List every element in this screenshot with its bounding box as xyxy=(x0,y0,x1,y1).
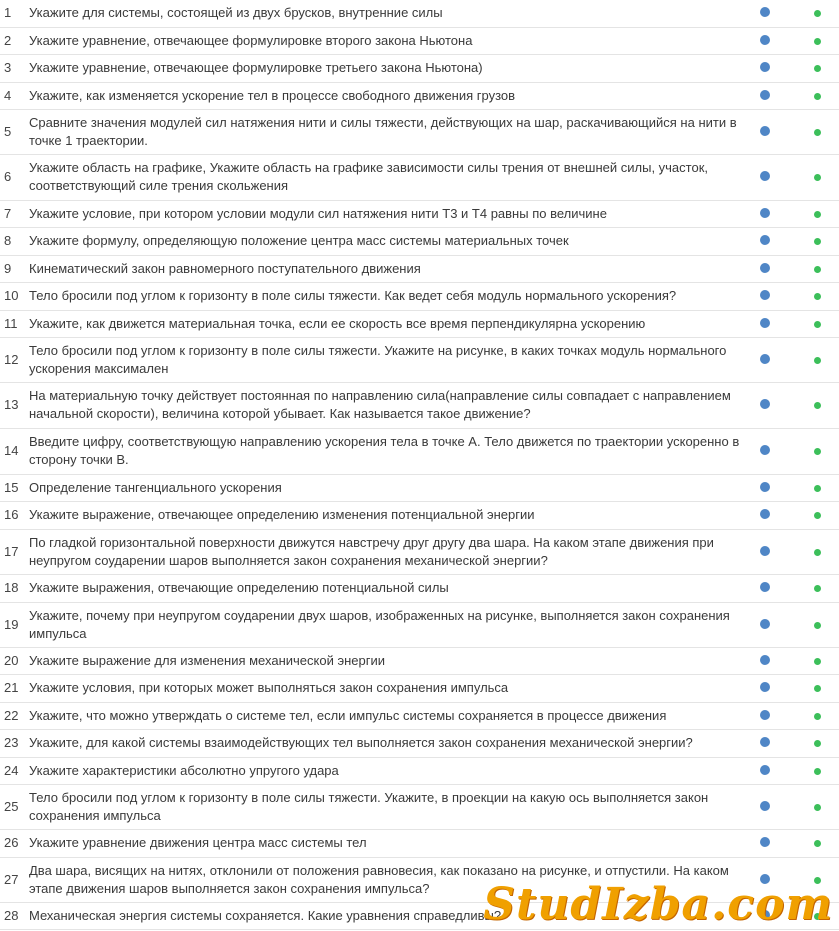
blue-dot-icon xyxy=(760,710,770,720)
row-number: 3 xyxy=(4,60,12,75)
green-dot-icon xyxy=(814,321,821,328)
status-cell-blue xyxy=(754,337,806,382)
blue-dot-icon xyxy=(760,263,770,273)
blue-dot-icon xyxy=(760,35,770,45)
status-cell-blue xyxy=(754,757,806,784)
blue-dot-icon xyxy=(760,235,770,245)
row-number: 22 xyxy=(4,707,19,723)
row-number: 28 xyxy=(4,907,19,923)
status-cell-blue xyxy=(754,574,806,602)
green-dot-icon xyxy=(814,740,821,747)
blue-dot-icon xyxy=(760,290,770,300)
status-cell-green xyxy=(806,729,839,757)
status-cell-blue xyxy=(754,109,806,154)
table-row xyxy=(0,337,839,382)
table-row xyxy=(0,501,839,529)
status-cell-green xyxy=(806,282,839,310)
table-row xyxy=(0,428,839,474)
status-cell-green xyxy=(806,27,839,54)
status-cell-green xyxy=(806,784,839,829)
table-row xyxy=(0,647,839,674)
green-dot-icon xyxy=(814,10,821,17)
status-cell-green xyxy=(806,310,839,337)
status-cell-green xyxy=(806,602,839,647)
question-link[interactable]: Укажите, как изменяется ускорение тел в процессе свободного движения грузов xyxy=(29,87,516,103)
status-cell-green xyxy=(806,474,839,501)
table-row xyxy=(0,227,839,255)
status-cell-blue xyxy=(754,54,806,82)
status-cell-green xyxy=(806,647,839,674)
row-number: 14 xyxy=(4,443,19,458)
status-cell-blue xyxy=(754,428,806,474)
row-number: 7 xyxy=(4,205,12,221)
status-cell-blue xyxy=(754,784,806,829)
status-cell-green xyxy=(806,501,839,529)
row-number: 26 xyxy=(4,835,19,850)
question-link[interactable]: Укажите условия, при которых может выполняться закон сохранения импульса xyxy=(29,680,509,695)
status-cell-green xyxy=(806,674,839,702)
question-link[interactable]: Укажите область на графике, Укажите область на графике зависимости силы трения от внешней силы, участок, соответствующий силе трения скольжения xyxy=(29,160,709,193)
row-number: 18 xyxy=(4,580,19,595)
status-cell-green xyxy=(806,82,839,109)
green-dot-icon xyxy=(814,622,821,629)
status-cell-green xyxy=(806,529,839,574)
table-row xyxy=(0,0,839,27)
table-row xyxy=(0,757,839,784)
status-cell-blue xyxy=(754,27,806,54)
question-link[interactable]: Механическая энергия системы сохраняется. Какие уравнения справедливы? xyxy=(29,907,502,923)
question-link[interactable]: Определение тангенциального ускорения xyxy=(29,479,282,495)
green-dot-icon xyxy=(814,485,821,492)
table-row xyxy=(0,109,839,154)
green-dot-icon xyxy=(814,585,821,592)
status-cell-blue xyxy=(754,282,806,310)
status-cell-green xyxy=(806,702,839,729)
blue-dot-icon xyxy=(760,619,770,629)
green-dot-icon xyxy=(814,713,821,720)
blue-dot-icon xyxy=(760,354,770,364)
table-row xyxy=(0,282,839,310)
status-cell-blue xyxy=(754,382,806,428)
status-cell-green xyxy=(806,829,839,857)
status-cell-blue xyxy=(754,529,806,574)
status-cell-blue xyxy=(754,501,806,529)
green-dot-icon xyxy=(814,65,821,72)
studizba-watermark-logo: StudIzba.com xyxy=(483,879,833,930)
green-dot-icon xyxy=(814,129,821,136)
row-number: 8 xyxy=(4,233,12,248)
row-number: 17 xyxy=(4,543,19,559)
status-cell-blue xyxy=(754,702,806,729)
status-cell-green xyxy=(806,154,839,200)
question-link[interactable]: Укажите выражения, отвечающие определению потенциальной силы xyxy=(29,580,449,595)
question-link[interactable]: Тело бросили под углом к горизонту в поле силы тяжести. Как ведет себя модуль нормального ускорения? xyxy=(29,288,677,303)
green-dot-icon xyxy=(814,512,821,519)
table-row xyxy=(0,82,839,109)
table-row xyxy=(0,829,839,857)
green-dot-icon xyxy=(814,211,821,218)
table-row xyxy=(0,784,839,829)
row-number: 2 xyxy=(4,32,12,48)
row-number: 5 xyxy=(4,123,12,139)
table-row xyxy=(0,674,839,702)
question-link[interactable]: По гладкой горизонтальной поверхности движутся навстречу друг другу два шара. На каком этапе движения при неупругом соударении шаров выполняется закон сохранения механической энергии? xyxy=(29,534,714,568)
table-row xyxy=(0,529,839,574)
status-cell-green xyxy=(806,109,839,154)
status-cell-blue xyxy=(754,255,806,282)
question-link[interactable]: Укажите условие, при котором условии модули сил натяжения нити Т3 и Т4 равны по величине xyxy=(29,205,607,221)
row-number: 12 xyxy=(4,351,19,367)
question-link[interactable]: Тело бросили под углом к горизонту в поле силы тяжести. Укажите на рисунке, в каких точках модуль нормального ускорения максимален xyxy=(29,342,727,376)
status-cell-blue xyxy=(754,674,806,702)
status-cell-blue xyxy=(754,729,806,757)
table-row xyxy=(0,27,839,54)
green-dot-icon xyxy=(814,238,821,245)
blue-dot-icon xyxy=(760,62,770,72)
table-row xyxy=(0,255,839,282)
row-number: 1 xyxy=(4,5,12,21)
status-cell-green xyxy=(806,255,839,282)
question-link[interactable]: Укажите выражение для изменения механической энергии xyxy=(29,652,386,668)
question-link[interactable]: Два шара, висящих на нитях, отклонили от положения равновесия, как показано на рисунке, и отпустили. На каком этапе движения шаров выполняется закон сохранения импульса? xyxy=(29,862,729,896)
question-link[interactable]: Укажите характеристики абсолютно упругого удара xyxy=(29,762,339,778)
blue-dot-icon xyxy=(760,171,770,181)
status-cell-blue xyxy=(754,82,806,109)
blue-dot-icon xyxy=(760,7,770,17)
table-row xyxy=(0,474,839,501)
blue-dot-icon xyxy=(760,90,770,100)
question-link[interactable]: Укажите уравнение, отвечающее формулировке второго закона Ньютона xyxy=(29,32,473,48)
green-dot-icon xyxy=(814,448,821,455)
status-cell-green xyxy=(806,200,839,227)
green-dot-icon xyxy=(814,174,821,181)
blue-dot-icon xyxy=(760,546,770,556)
question-link[interactable]: На материальную точку действует постоянная по направлению сила(направление силы совпадает с направлением начальной скорости), величина которой убывает. Как называется такое движение? xyxy=(29,388,731,421)
status-cell-blue xyxy=(754,474,806,501)
question-link[interactable]: Укажите формулу, определяющую положение центра масс системы материальных точек xyxy=(29,233,569,248)
row-number: 13 xyxy=(4,397,19,412)
table-row xyxy=(0,574,839,602)
row-number: 15 xyxy=(4,479,19,495)
status-cell-blue xyxy=(754,154,806,200)
table-row xyxy=(0,200,839,227)
status-cell-green xyxy=(806,574,839,602)
question-link[interactable]: Укажите для системы, состоящей из двух брусков, внутренние силы xyxy=(29,5,443,21)
blue-dot-icon xyxy=(760,445,770,455)
row-number: 16 xyxy=(4,507,19,522)
blue-dot-icon xyxy=(760,318,770,328)
green-dot-icon xyxy=(814,266,821,273)
row-number: 24 xyxy=(4,762,19,778)
table-row xyxy=(0,602,839,647)
table-row xyxy=(0,310,839,337)
green-dot-icon xyxy=(814,293,821,300)
blue-dot-icon xyxy=(760,765,770,775)
question-link[interactable]: Сравните значения модулей сил натяжения нити и силы тяжести, действующих на шар, раскачивающийся на нити в точке 1 траектории. xyxy=(29,114,737,148)
table-row xyxy=(0,382,839,428)
blue-dot-icon xyxy=(760,126,770,136)
green-dot-icon xyxy=(814,38,821,45)
green-dot-icon xyxy=(814,357,821,364)
blue-dot-icon xyxy=(760,737,770,747)
question-link[interactable]: Укажите уравнение, отвечающее формулировке третьего закона Ньютона) xyxy=(29,60,483,75)
table-row xyxy=(0,54,839,82)
green-dot-icon xyxy=(814,402,821,409)
status-cell-green xyxy=(806,227,839,255)
blue-dot-icon xyxy=(760,682,770,692)
question-link[interactable]: Кинематический закон равномерного поступательного движения xyxy=(29,260,421,276)
green-dot-icon xyxy=(814,804,821,811)
status-cell-blue xyxy=(754,200,806,227)
row-number: 4 xyxy=(4,87,12,103)
question-link[interactable]: Укажите, для какой системы взаимодействующих тел выполняется закон сохранения механической энергии? xyxy=(29,735,693,750)
row-number: 6 xyxy=(4,169,12,184)
blue-dot-icon xyxy=(760,208,770,218)
green-dot-icon xyxy=(814,549,821,556)
status-cell-blue xyxy=(754,227,806,255)
blue-dot-icon xyxy=(760,482,770,492)
status-cell-green xyxy=(806,0,839,27)
green-dot-icon xyxy=(814,840,821,847)
status-cell-blue xyxy=(754,829,806,857)
row-number: 19 xyxy=(4,616,19,632)
green-dot-icon xyxy=(814,93,821,100)
table-row xyxy=(0,154,839,200)
status-cell-blue xyxy=(754,602,806,647)
blue-dot-icon xyxy=(760,801,770,811)
green-dot-icon xyxy=(814,685,821,692)
status-cell-green xyxy=(806,757,839,784)
row-number: 27 xyxy=(4,871,19,887)
blue-dot-icon xyxy=(760,509,770,519)
row-number: 11 xyxy=(4,315,18,331)
question-link[interactable]: Тело бросили под углом к горизонту в поле силы тяжести. Укажите, в проекции на какую ось выполняется закон сохранения импульса xyxy=(29,789,709,823)
question-link[interactable]: Введите цифру, соответствующую направлению ускорения тела в точке А. Тело движется по траектории ускоренно в сторону точки В. xyxy=(29,434,740,467)
status-cell-blue xyxy=(754,647,806,674)
status-cell-blue xyxy=(754,0,806,27)
status-cell-blue xyxy=(754,310,806,337)
blue-dot-icon xyxy=(760,837,770,847)
status-cell-green xyxy=(806,382,839,428)
row-number: 10 xyxy=(4,288,19,303)
table-row xyxy=(0,729,839,757)
row-number: 21 xyxy=(4,680,19,695)
status-cell-green xyxy=(806,337,839,382)
blue-dot-icon xyxy=(760,582,770,592)
status-cell-green xyxy=(806,428,839,474)
question-link[interactable]: Укажите уравнение движения центра масс системы тел xyxy=(29,835,367,850)
status-cell-green xyxy=(806,54,839,82)
row-number: 25 xyxy=(4,798,19,814)
table-row xyxy=(0,702,839,729)
green-dot-icon xyxy=(814,658,821,665)
row-number: 9 xyxy=(4,260,12,276)
question-link[interactable]: Укажите, что можно утверждать о системе тел, если импульс системы сохраняется в процессе движения xyxy=(29,707,667,723)
row-number: 20 xyxy=(4,652,19,668)
blue-dot-icon xyxy=(760,399,770,409)
green-dot-icon xyxy=(814,768,821,775)
row-number: 23 xyxy=(4,735,19,750)
blue-dot-icon xyxy=(760,655,770,665)
question-link[interactable]: Укажите, как движется материальная точка, если ее скорость все время перпендикулярна ускорению xyxy=(29,315,646,331)
question-link[interactable]: Укажите выражение, отвечающее определению изменения потенциальной энергии xyxy=(29,507,535,522)
question-link[interactable]: Укажите, почему при неупругом соударении двух шаров, изображенных на рисунке, выполняется закон сохранения импульса xyxy=(29,607,730,641)
